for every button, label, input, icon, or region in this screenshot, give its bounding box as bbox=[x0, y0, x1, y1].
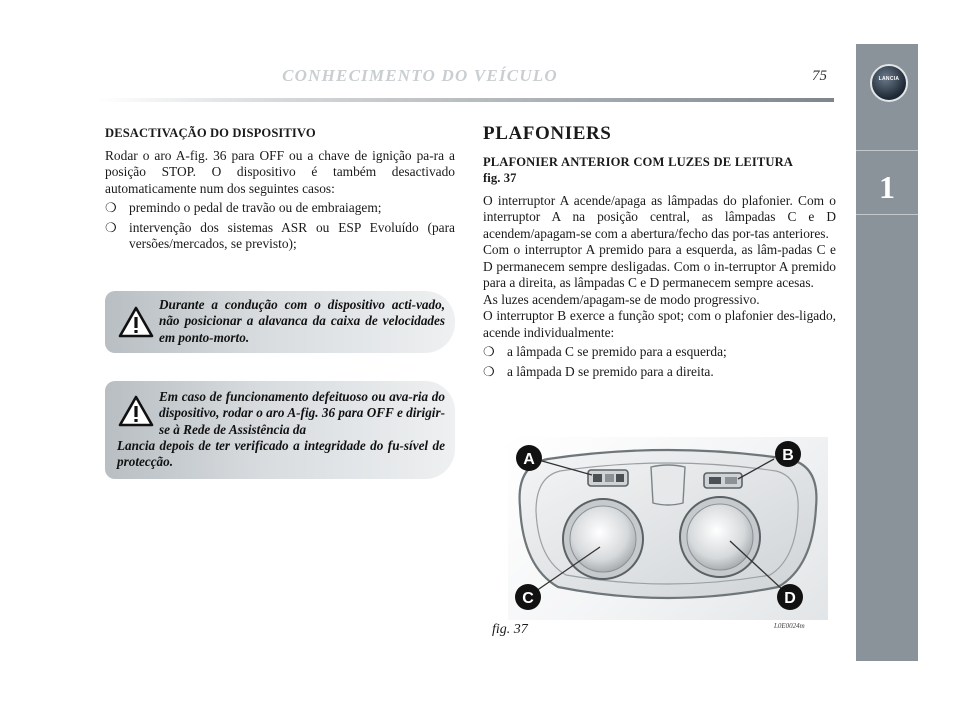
warning-text: Durante a condução com o dispositivo acti-vado, não posicionar a alavanca da caixa de velocidades em ponto-morto. bbox=[159, 297, 445, 345]
paragraph: As luzes acendem/apagam-se de modo progressivo. bbox=[483, 291, 760, 307]
switch-a-key bbox=[605, 474, 614, 482]
logo-text: LANCIA bbox=[878, 76, 900, 82]
figure-37 bbox=[508, 437, 828, 620]
switch-b-key bbox=[725, 477, 737, 484]
warning-text: Em caso de funcionamento defeituoso ou ava-ria do dispositivo, rodar o aro A-fig. 36 para OFF e dirigir-se à Rede de Assistência da bbox=[159, 389, 445, 437]
callout-b bbox=[775, 441, 801, 467]
warning-triangle-icon bbox=[118, 395, 154, 427]
paragraph: O interruptor A acende/apaga as lâmpadas do plafonier. Com o interruptor A na posição central, as lâmpadas C e D acendem/apagam-se com a abertura/fecho das por-tas anteriores. bbox=[483, 192, 836, 241]
left-column bbox=[105, 125, 455, 253]
callout-d bbox=[777, 584, 803, 610]
chapter-number: 1 bbox=[879, 169, 895, 205]
paragraph: O interruptor B exerce a função spot; com o plafonier des-ligado, acende individualmente: bbox=[483, 308, 836, 340]
ceiling-light-illustration bbox=[508, 437, 828, 620]
list-item bbox=[105, 220, 455, 253]
switch-a-key bbox=[593, 474, 602, 482]
bullet-marker-icon: ❍ bbox=[105, 200, 117, 215]
running-header: CONHECIMENTO DO VEÍCULO bbox=[282, 66, 558, 85]
callout-c bbox=[515, 584, 541, 610]
list-item bbox=[105, 200, 455, 217]
section-title: PLAFONIERS bbox=[483, 123, 612, 144]
center-sensor bbox=[651, 465, 685, 505]
tab-divider bbox=[856, 214, 918, 215]
callout-a bbox=[516, 445, 542, 471]
switch-a-key bbox=[616, 474, 624, 482]
tab-divider bbox=[856, 150, 918, 151]
list-item-text: a lâmpada C se premido para a esquerda; bbox=[507, 344, 727, 359]
section-heading: DESACTIVAÇÃO DO DISPOSITIVO bbox=[105, 126, 316, 140]
figure-caption: fig. 37 bbox=[492, 622, 528, 637]
right-column bbox=[483, 123, 836, 380]
figure-code: L0E0024m bbox=[774, 622, 805, 630]
paragraph: Rodar o aro A-fig. 36 para OFF ou a chave de ignição pa-ra a posição STOP. O dispositivo é também desactivado automaticamente num dos seguintes casos: bbox=[105, 147, 455, 196]
callout-label: C bbox=[522, 590, 534, 607]
bullet-marker-icon: ❍ bbox=[105, 219, 117, 235]
warning-box bbox=[105, 291, 455, 353]
list-item-text: a lâmpada D se premido para a direita. bbox=[507, 363, 714, 379]
bullet-marker-icon: ❍ bbox=[483, 344, 495, 359]
header-rule bbox=[98, 98, 834, 102]
list-item-text: premindo o pedal de travão ou de embraiagem; bbox=[129, 200, 382, 215]
chapter-tab bbox=[856, 44, 918, 661]
lamp-d-lens bbox=[687, 504, 753, 570]
list-item-text: intervenção dos sistemas ASR ou ESP Evoluído (para versões/mercados, se previsto); bbox=[129, 219, 455, 251]
callout-label: B bbox=[782, 447, 794, 464]
paragraph: Com o interruptor A premido para a esquerda, as lâm-padas C e D permanecem sempre desligadas. Com o in-terruptor A premido para a direita, as lâmpadas C e D permanecem sempre acesas. bbox=[483, 242, 836, 290]
warning-text-continued: Lancia depois de ter verificado a integridade do fu-sível de protecção. bbox=[117, 438, 445, 470]
bullet-marker-icon: ❍ bbox=[483, 363, 495, 379]
lancia-logo-icon bbox=[870, 64, 908, 102]
subsection-heading: PLAFONIER ANTERIOR COM LUZES DE LEITURA fig. 37 bbox=[483, 154, 793, 185]
page-number: 75 bbox=[812, 68, 827, 84]
callout-label: D bbox=[784, 590, 796, 607]
warning-triangle-icon bbox=[118, 306, 154, 338]
warning-box bbox=[105, 381, 455, 479]
list-item bbox=[483, 364, 836, 381]
callout-label: A bbox=[523, 451, 535, 468]
list-item bbox=[483, 344, 836, 361]
switch-b-key bbox=[709, 477, 721, 484]
lamp-c-lens bbox=[570, 506, 636, 572]
